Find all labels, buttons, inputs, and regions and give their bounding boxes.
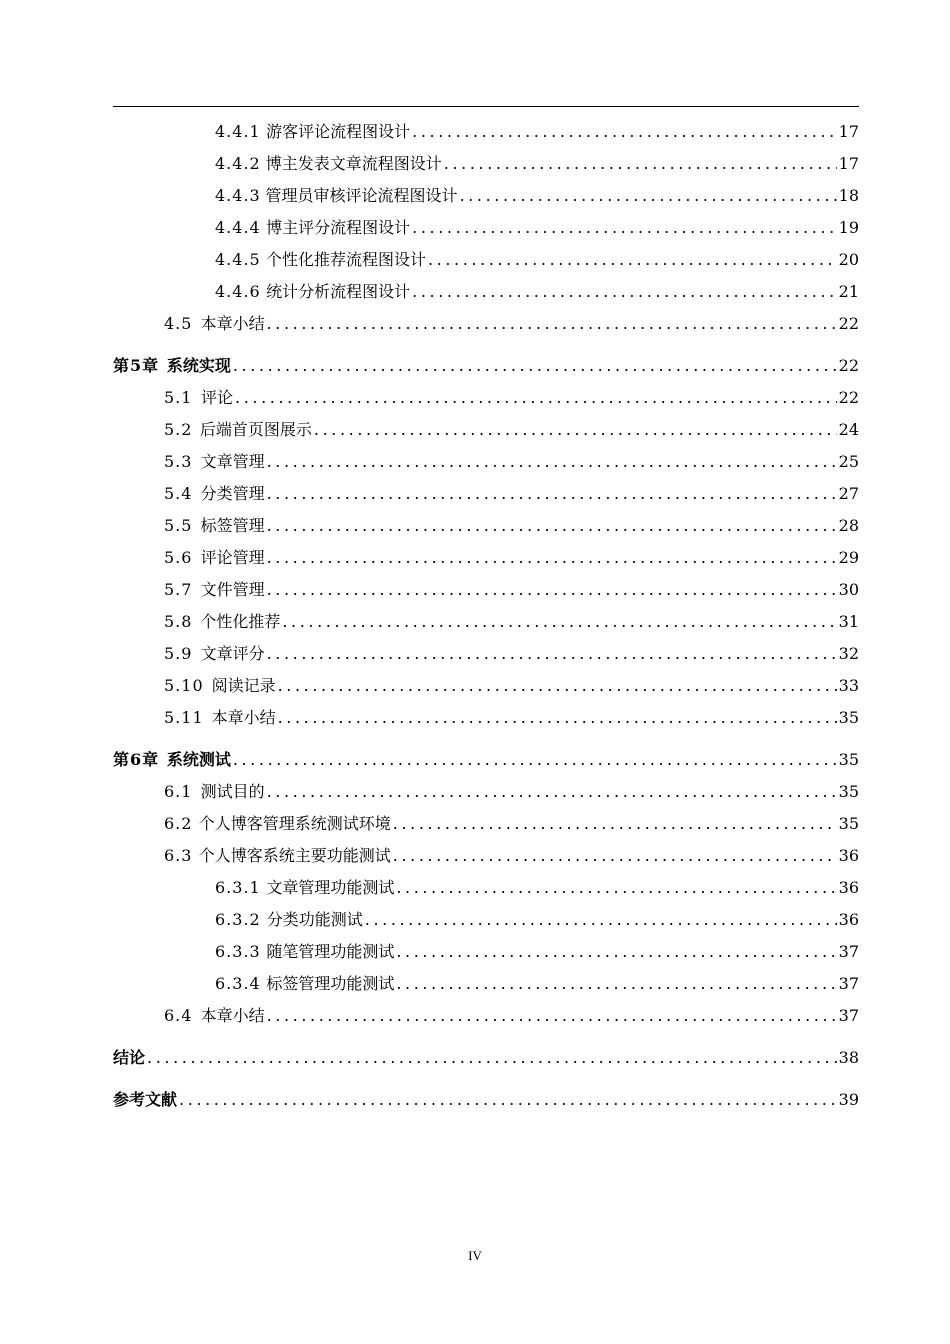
toc-entry-page: 25 — [838, 452, 859, 471]
toc-entry-title: 管理员审核评论流程图设计 — [265, 186, 458, 205]
toc-entry[interactable] — [113, 840, 859, 872]
toc-entry-page: 35 — [838, 782, 859, 801]
toc-entry-page: 30 — [838, 580, 859, 599]
toc-entry-title: 博主发表文章流程图设计 — [265, 154, 442, 173]
toc-entry-title: 文件管理 — [200, 580, 265, 599]
toc-entry-page: 27 — [838, 484, 859, 503]
toc-entry-number: 第5章 — [113, 356, 160, 375]
toc-entry-page: 38 — [838, 1048, 859, 1067]
toc-entry-number: 6.3.3 — [215, 942, 261, 961]
toc-entry-number: 4.4.4 — [215, 218, 261, 237]
toc-leader-dots — [412, 212, 836, 244]
toc-leader-dots — [267, 542, 837, 574]
toc-entry[interactable] — [113, 1084, 859, 1116]
toc-entry-number: 5.6 — [164, 548, 193, 567]
toc-entry[interactable] — [113, 872, 859, 904]
toc-leader-dots — [267, 638, 837, 670]
toc-entry[interactable] — [113, 414, 859, 446]
toc-entry-number: 5.7 — [164, 580, 193, 599]
toc-entry-number: 6.2 — [164, 814, 193, 833]
toc-entry-title: 本章小结 — [200, 314, 265, 333]
toc-entry-number: 6.1 — [164, 782, 193, 801]
toc-leader-dots — [267, 446, 837, 478]
toc-entry-title: 结论 — [113, 1048, 146, 1067]
toc-entry-page: 33 — [838, 676, 859, 695]
toc-leader-dots — [393, 840, 837, 872]
toc-leader-dots — [396, 872, 836, 904]
toc-entry-number: 6.3.2 — [215, 910, 261, 929]
toc-entry-title: 后端首页图展示 — [199, 420, 312, 439]
toc-entry[interactable] — [113, 1000, 859, 1032]
toc-leader-dots — [233, 744, 837, 776]
toc-entry-number: 5.1 — [164, 388, 193, 407]
toc-entry[interactable] — [113, 382, 859, 414]
toc-entry-title: 博主评分流程图设计 — [266, 218, 411, 237]
toc-entry-title: 游客评论流程图设计 — [266, 122, 411, 141]
toc-entry-page: 36 — [838, 910, 859, 929]
page-footer-number: IV — [468, 1248, 482, 1263]
toc-entry-page: 22 — [838, 388, 859, 407]
toc-entry-page: 31 — [838, 612, 859, 631]
toc-leader-dots — [278, 702, 837, 734]
toc-entry-number: 5.9 — [164, 644, 193, 663]
toc-entry-title: 系统实现 — [166, 356, 231, 375]
toc-entry[interactable] — [113, 212, 859, 244]
toc-entry[interactable] — [113, 606, 859, 638]
toc-entry[interactable] — [113, 574, 859, 606]
toc-entry-title: 标签管理功能测试 — [266, 974, 395, 993]
toc-entry[interactable] — [113, 776, 859, 808]
toc-leader-dots — [444, 148, 837, 180]
toc-leader-dots — [393, 808, 837, 840]
toc-entry-title: 随笔管理功能测试 — [266, 942, 395, 961]
toc-entry-page: 35 — [838, 708, 859, 727]
toc-entry[interactable] — [113, 904, 859, 936]
toc-leader-dots — [365, 904, 837, 936]
toc-entry-number: 6.4 — [164, 1006, 193, 1025]
toc-leader-dots — [147, 1042, 837, 1074]
toc-entry-page: 20 — [838, 250, 859, 269]
toc-entry-page: 32 — [838, 644, 859, 663]
toc-entry-title: 阅读记录 — [211, 676, 276, 695]
toc-entry-title: 分类管理 — [200, 484, 265, 503]
toc-entry[interactable] — [113, 936, 859, 968]
toc-entry-page: 37 — [838, 974, 859, 993]
toc-entry-page: 39 — [838, 1090, 859, 1109]
toc-leader-dots — [179, 1084, 837, 1116]
toc-entry-title: 文章管理 — [200, 452, 265, 471]
toc-entry-page: 21 — [838, 282, 859, 301]
toc-entry[interactable] — [113, 446, 859, 478]
toc-entry[interactable] — [113, 244, 859, 276]
toc-entry[interactable] — [113, 116, 859, 148]
toc-entry-title: 分类功能测试 — [266, 910, 363, 929]
toc-entry-title: 测试目的 — [200, 782, 265, 801]
toc-entry-number: 5.2 — [164, 420, 193, 439]
toc-entry-page: 24 — [838, 420, 859, 439]
toc-entry-number: 5.10 — [164, 676, 204, 695]
toc-entry-number: 4.4.3 — [215, 186, 261, 205]
toc-leader-dots — [267, 510, 837, 542]
toc-entry-title: 评论 — [201, 388, 234, 407]
toc-entry-number: 4.4.6 — [215, 282, 261, 301]
toc-leader-dots — [428, 244, 837, 276]
toc-entry-title: 个人博客管理系统测试环境 — [198, 814, 391, 833]
toc-entry-number: 5.4 — [164, 484, 193, 503]
toc-entry-title: 参考文献 — [113, 1090, 178, 1109]
toc-entry-title: 统计分析流程图设计 — [266, 282, 411, 301]
toc-entry-page: 36 — [838, 846, 859, 865]
toc-entry-page: 18 — [838, 186, 859, 205]
toc-entry-number: 5.11 — [164, 708, 204, 727]
toc-entry-title: 本章小结 — [211, 708, 276, 727]
toc-entry[interactable] — [113, 478, 859, 510]
toc-entry[interactable] — [113, 808, 859, 840]
toc-leader-dots — [267, 308, 837, 340]
toc-leader-dots — [396, 968, 836, 1000]
header-rule — [113, 106, 859, 107]
toc-entry-page: 35 — [838, 750, 859, 769]
toc-entry[interactable] — [113, 638, 859, 670]
toc-leader-dots — [267, 478, 837, 510]
toc-entry[interactable] — [113, 702, 859, 734]
toc-leader-dots — [460, 180, 837, 212]
toc-leader-dots — [267, 574, 837, 606]
toc-entry-number: 6.3 — [164, 846, 193, 865]
toc-entry[interactable] — [113, 968, 859, 1000]
toc-leader-dots — [412, 116, 836, 148]
toc-entry-number: 4.4.1 — [215, 122, 261, 141]
toc-entry-page: 36 — [838, 878, 859, 897]
toc-leader-dots — [267, 776, 837, 808]
toc-entry[interactable] — [113, 180, 859, 212]
toc-entry-page: 17 — [838, 122, 859, 141]
toc-leader-dots — [235, 382, 837, 414]
toc-entry-title: 个性化推荐 — [200, 612, 281, 631]
toc-leader-dots — [278, 670, 837, 702]
toc-entry-page: 37 — [838, 942, 859, 961]
toc-entry[interactable] — [113, 308, 859, 340]
toc-entry-number: 4.4.5 — [215, 250, 261, 269]
toc-entry-number: 6.3.1 — [215, 878, 261, 897]
toc-entry-title: 个性化推荐流程图设计 — [265, 250, 426, 269]
toc-entry-number: 5.3 — [164, 452, 193, 471]
toc-entry-page: 22 — [838, 356, 859, 375]
toc-entry-number: 4.5 — [164, 314, 193, 333]
toc-entry-number: 第6章 — [113, 750, 160, 769]
toc-entry-page: 29 — [838, 548, 859, 567]
toc-leader-dots — [233, 350, 837, 382]
toc-leader-dots — [267, 1000, 837, 1032]
toc-entry-title: 个人博客系统主要功能测试 — [198, 846, 391, 865]
toc-entry-number: 6.3.4 — [215, 974, 261, 993]
toc-entry[interactable] — [113, 276, 859, 308]
toc-entry[interactable] — [113, 744, 859, 776]
toc-entry-page: 28 — [838, 516, 859, 535]
toc-entry-page: 22 — [838, 314, 859, 333]
toc-entry-title: 系统测试 — [166, 750, 231, 769]
toc-entry[interactable] — [113, 510, 859, 542]
toc-entry-page: 17 — [838, 154, 859, 173]
toc-entry-title: 文章评分 — [200, 644, 265, 663]
toc-entry-number: 4.4.2 — [215, 154, 261, 173]
toc-entry-number: 5.8 — [164, 612, 193, 631]
toc-entry[interactable] — [113, 350, 859, 382]
toc-entry-page: 19 — [838, 218, 859, 237]
toc-entry-title: 标签管理 — [200, 516, 265, 535]
table-of-contents — [113, 116, 859, 1116]
toc-leader-dots — [282, 606, 836, 638]
toc-entry-title: 文章管理功能测试 — [266, 878, 395, 897]
toc-entry-page: 35 — [838, 814, 859, 833]
toc-leader-dots — [412, 276, 836, 308]
toc-entry-title: 评论管理 — [200, 548, 265, 567]
toc-entry[interactable] — [113, 1042, 859, 1074]
toc-entry-number: 5.5 — [164, 516, 193, 535]
toc-entry-page: 37 — [838, 1006, 859, 1025]
toc-entry-title: 本章小结 — [200, 1006, 265, 1025]
toc-leader-dots — [314, 414, 837, 446]
toc-entry[interactable] — [113, 542, 859, 574]
toc-entry[interactable] — [113, 148, 859, 180]
toc-entry[interactable] — [113, 670, 859, 702]
toc-leader-dots — [396, 936, 836, 968]
